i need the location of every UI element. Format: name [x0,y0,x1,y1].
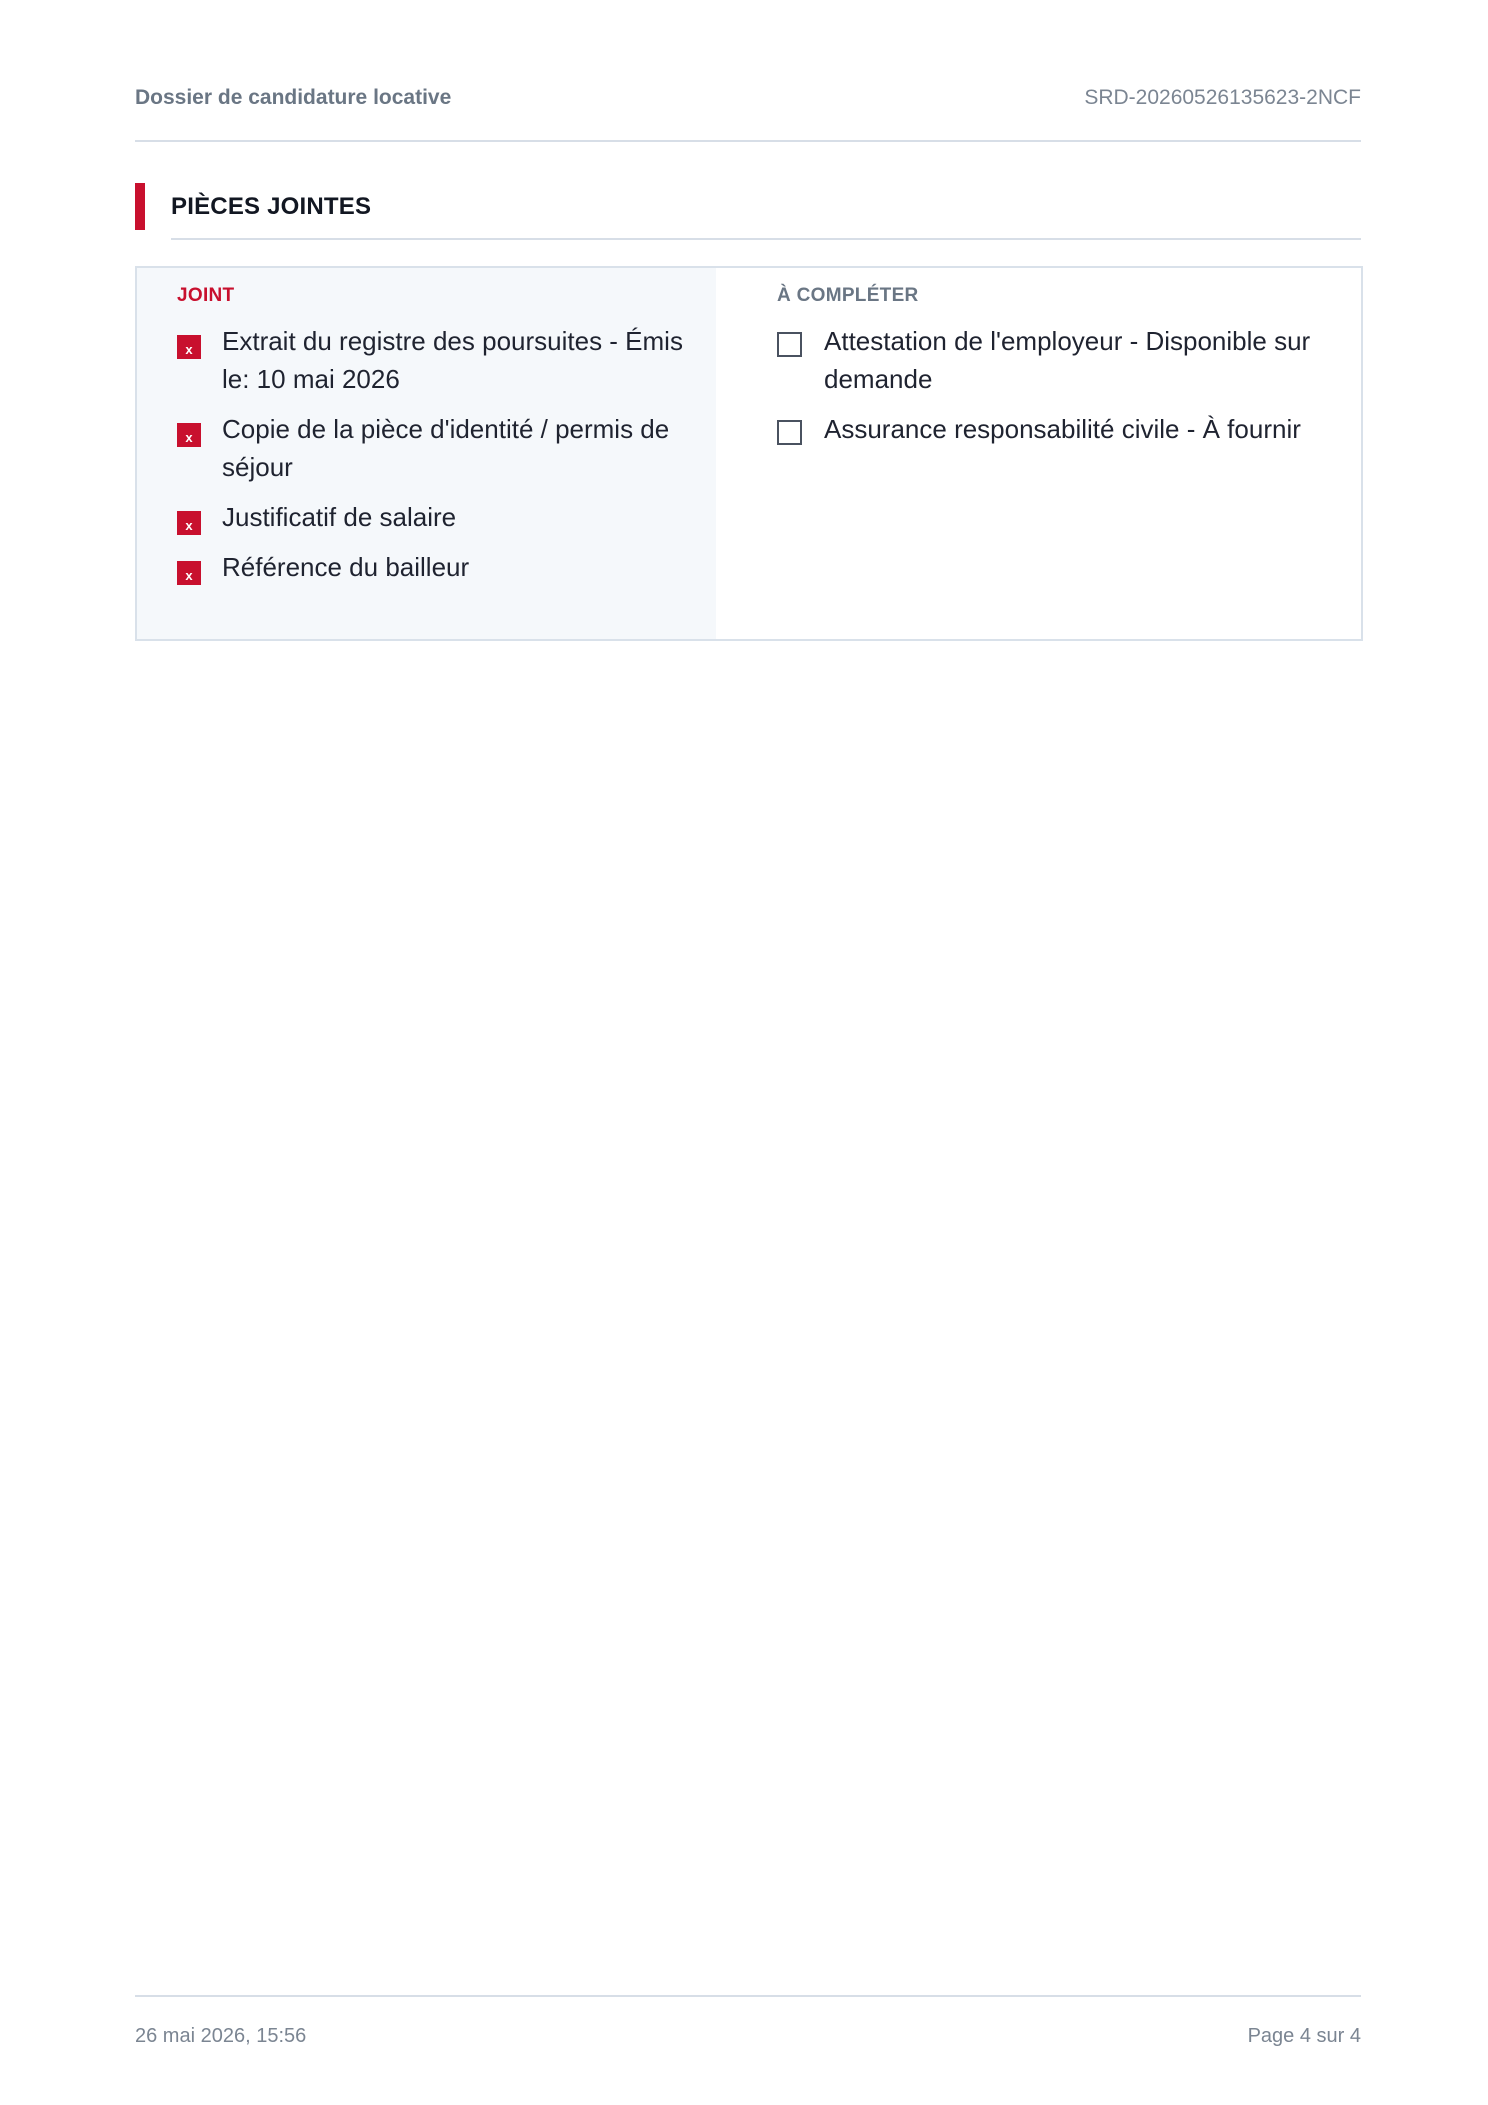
attachments-panel [135,266,1363,641]
section-divider [171,238,1361,240]
checked-box-icon: x [177,423,201,447]
attached-item: Justificatif de salaire [222,502,457,532]
section-accent-bar [135,183,145,230]
section-title: PIÈCES JOINTES [171,193,372,220]
attached-item: Copie de la pièce d'identité / permis de séjour [222,414,670,482]
unchecked-box-icon [777,332,802,357]
pending-item: Assurance responsabilité civile - À fournir [824,414,1301,444]
document-title: Dossier de candidature locative [135,86,452,109]
pending-column [716,268,1361,639]
footer-date: 26 mai 2026, 15:56 [135,2025,307,2047]
attached-column [137,268,716,639]
checked-box-icon: x [177,561,201,585]
attached-item: Extrait du registre des poursuites - Émis le: 10 mai 2026 [222,326,683,394]
checked-box-icon: x [177,335,201,359]
checked-box-icon: x [177,511,201,535]
pending-heading: À COMPLÉTER [777,285,919,306]
page-number: Page 4 sur 4 [1247,2025,1361,2047]
attached-item: Référence du bailleur [222,552,470,582]
document-reference: SRD-20260526135623-2NCF [1084,86,1361,109]
page-footer [135,1995,1361,2057]
attached-heading: JOINT [177,285,235,306]
pending-item: Attestation de l'employeur - Disponible sur demande [824,326,1311,394]
page-header [135,78,1361,142]
unchecked-box-icon [777,420,802,445]
